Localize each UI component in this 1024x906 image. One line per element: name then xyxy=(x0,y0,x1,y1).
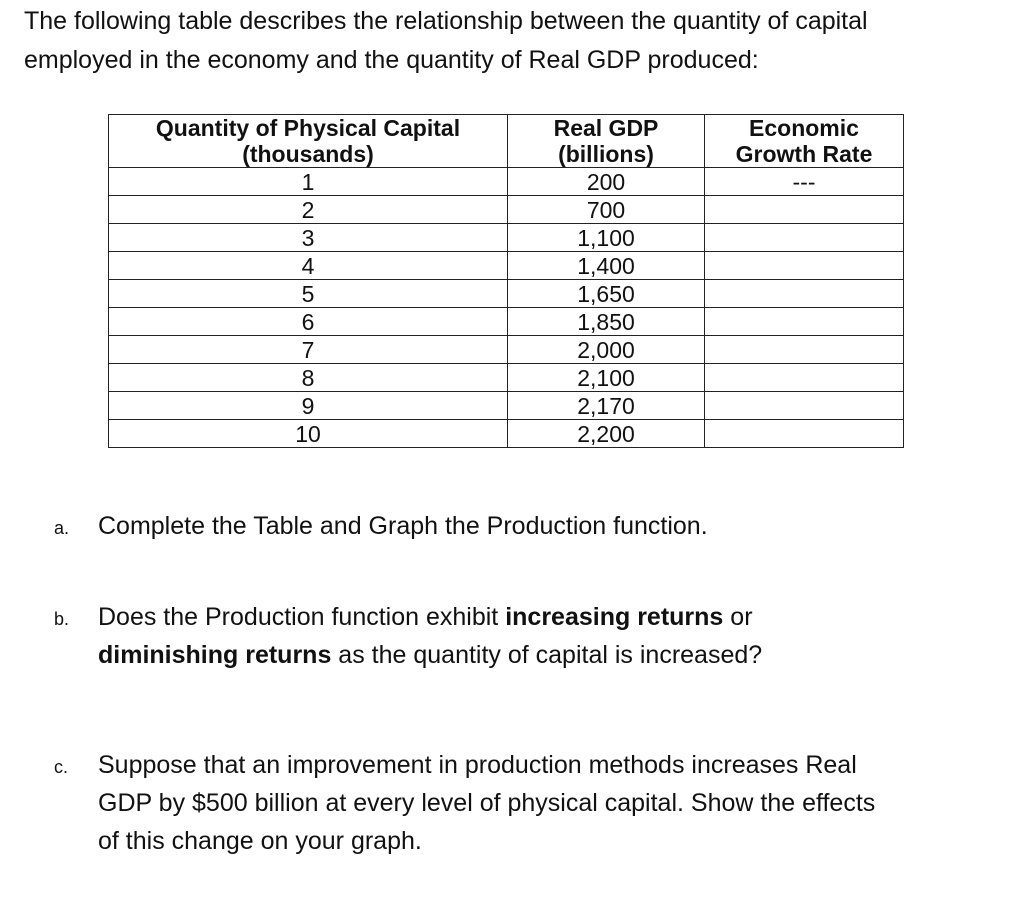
increasing-returns-term: increasing returns xyxy=(505,603,724,631)
intro-line-2: employed in the economy and the quantity of Real GDP produced: xyxy=(24,46,759,74)
cell-capital: 6 xyxy=(109,308,508,336)
question-c-line-2: GDP by $500 billion at every level of physical capital. Show the effects xyxy=(98,789,876,817)
table-row xyxy=(109,280,904,308)
intro-paragraph xyxy=(24,2,984,80)
question-c-marker: c. xyxy=(54,757,69,777)
cell-growth-rate xyxy=(705,224,904,252)
table-row xyxy=(109,308,904,336)
table-row xyxy=(109,224,904,252)
header-capital-line-2: (thousands) xyxy=(242,141,374,167)
cell-real-gdp: 2,000 xyxy=(508,336,705,364)
question-b-marker: b. xyxy=(54,609,70,629)
cell-real-gdp: 1,650 xyxy=(508,280,705,308)
cell-capital: 5 xyxy=(109,280,508,308)
question-c-text xyxy=(98,746,974,860)
table-row xyxy=(109,392,904,420)
cell-real-gdp: 1,100 xyxy=(508,224,705,252)
header-gdp-line-1: Real GDP xyxy=(553,115,659,141)
header-growth-line-1: Economic xyxy=(749,115,859,141)
cell-growth-rate: --- xyxy=(705,168,904,196)
question-b-text-3: as the quantity of capital is increased? xyxy=(331,641,763,669)
table-row xyxy=(109,336,904,364)
cell-capital: 9 xyxy=(109,392,508,420)
question-b-text-2: or xyxy=(723,603,753,631)
question-b-line-1 xyxy=(98,598,974,636)
question-b-text xyxy=(98,598,974,674)
header-growth-line-2: Growth Rate xyxy=(735,141,873,167)
cell-growth-rate xyxy=(705,392,904,420)
cell-real-gdp: 1,850 xyxy=(508,308,705,336)
cell-growth-rate xyxy=(705,308,904,336)
cell-capital: 4 xyxy=(109,252,508,280)
header-real-gdp xyxy=(508,115,705,168)
cell-growth-rate xyxy=(705,420,904,448)
table-row xyxy=(109,168,904,196)
cell-capital: 1 xyxy=(109,168,508,196)
question-a xyxy=(54,507,974,545)
cell-real-gdp: 2,200 xyxy=(508,420,705,448)
table-body xyxy=(109,168,904,448)
header-capital xyxy=(109,115,508,168)
cell-capital: 3 xyxy=(109,224,508,252)
intro-line-1: The following table describes the relationship between the quantity of capital xyxy=(24,7,868,35)
diminishing-returns-term: diminishing returns xyxy=(98,641,332,669)
cell-real-gdp: 200 xyxy=(508,168,705,196)
cell-real-gdp: 2,170 xyxy=(508,392,705,420)
header-gdp-line-2: (billions) xyxy=(558,141,654,167)
table-row xyxy=(109,364,904,392)
table-header xyxy=(109,115,904,168)
question-b-text-1: Does the Production function exhibit xyxy=(98,603,506,631)
header-capital-line-1: Quantity of Physical Capital xyxy=(155,115,461,141)
cell-capital: 2 xyxy=(109,196,508,224)
question-b-line-2 xyxy=(98,636,974,674)
cell-capital: 8 xyxy=(109,364,508,392)
question-c-line-1: Suppose that an improvement in production methods increases Real xyxy=(98,751,857,779)
header-growth-rate xyxy=(705,115,904,168)
cell-growth-rate xyxy=(705,280,904,308)
table-row xyxy=(109,252,904,280)
capital-gdp-table xyxy=(108,114,904,448)
question-b xyxy=(54,598,974,674)
cell-real-gdp: 2,100 xyxy=(508,364,705,392)
cell-growth-rate xyxy=(705,252,904,280)
table-row xyxy=(109,420,904,448)
cell-real-gdp: 1,400 xyxy=(508,252,705,280)
question-c xyxy=(54,746,974,860)
table-row xyxy=(109,196,904,224)
cell-growth-rate xyxy=(705,364,904,392)
cell-growth-rate xyxy=(705,196,904,224)
question-a-text: Complete the Table and Graph the Production function. xyxy=(98,512,708,540)
question-c-line-3: of this change on your graph. xyxy=(98,827,422,855)
table-header-row xyxy=(109,115,904,168)
question-a-marker: a. xyxy=(54,518,70,538)
cell-growth-rate xyxy=(705,336,904,364)
cell-real-gdp: 700 xyxy=(508,196,705,224)
cell-capital: 10 xyxy=(109,420,508,448)
cell-capital: 7 xyxy=(109,336,508,364)
